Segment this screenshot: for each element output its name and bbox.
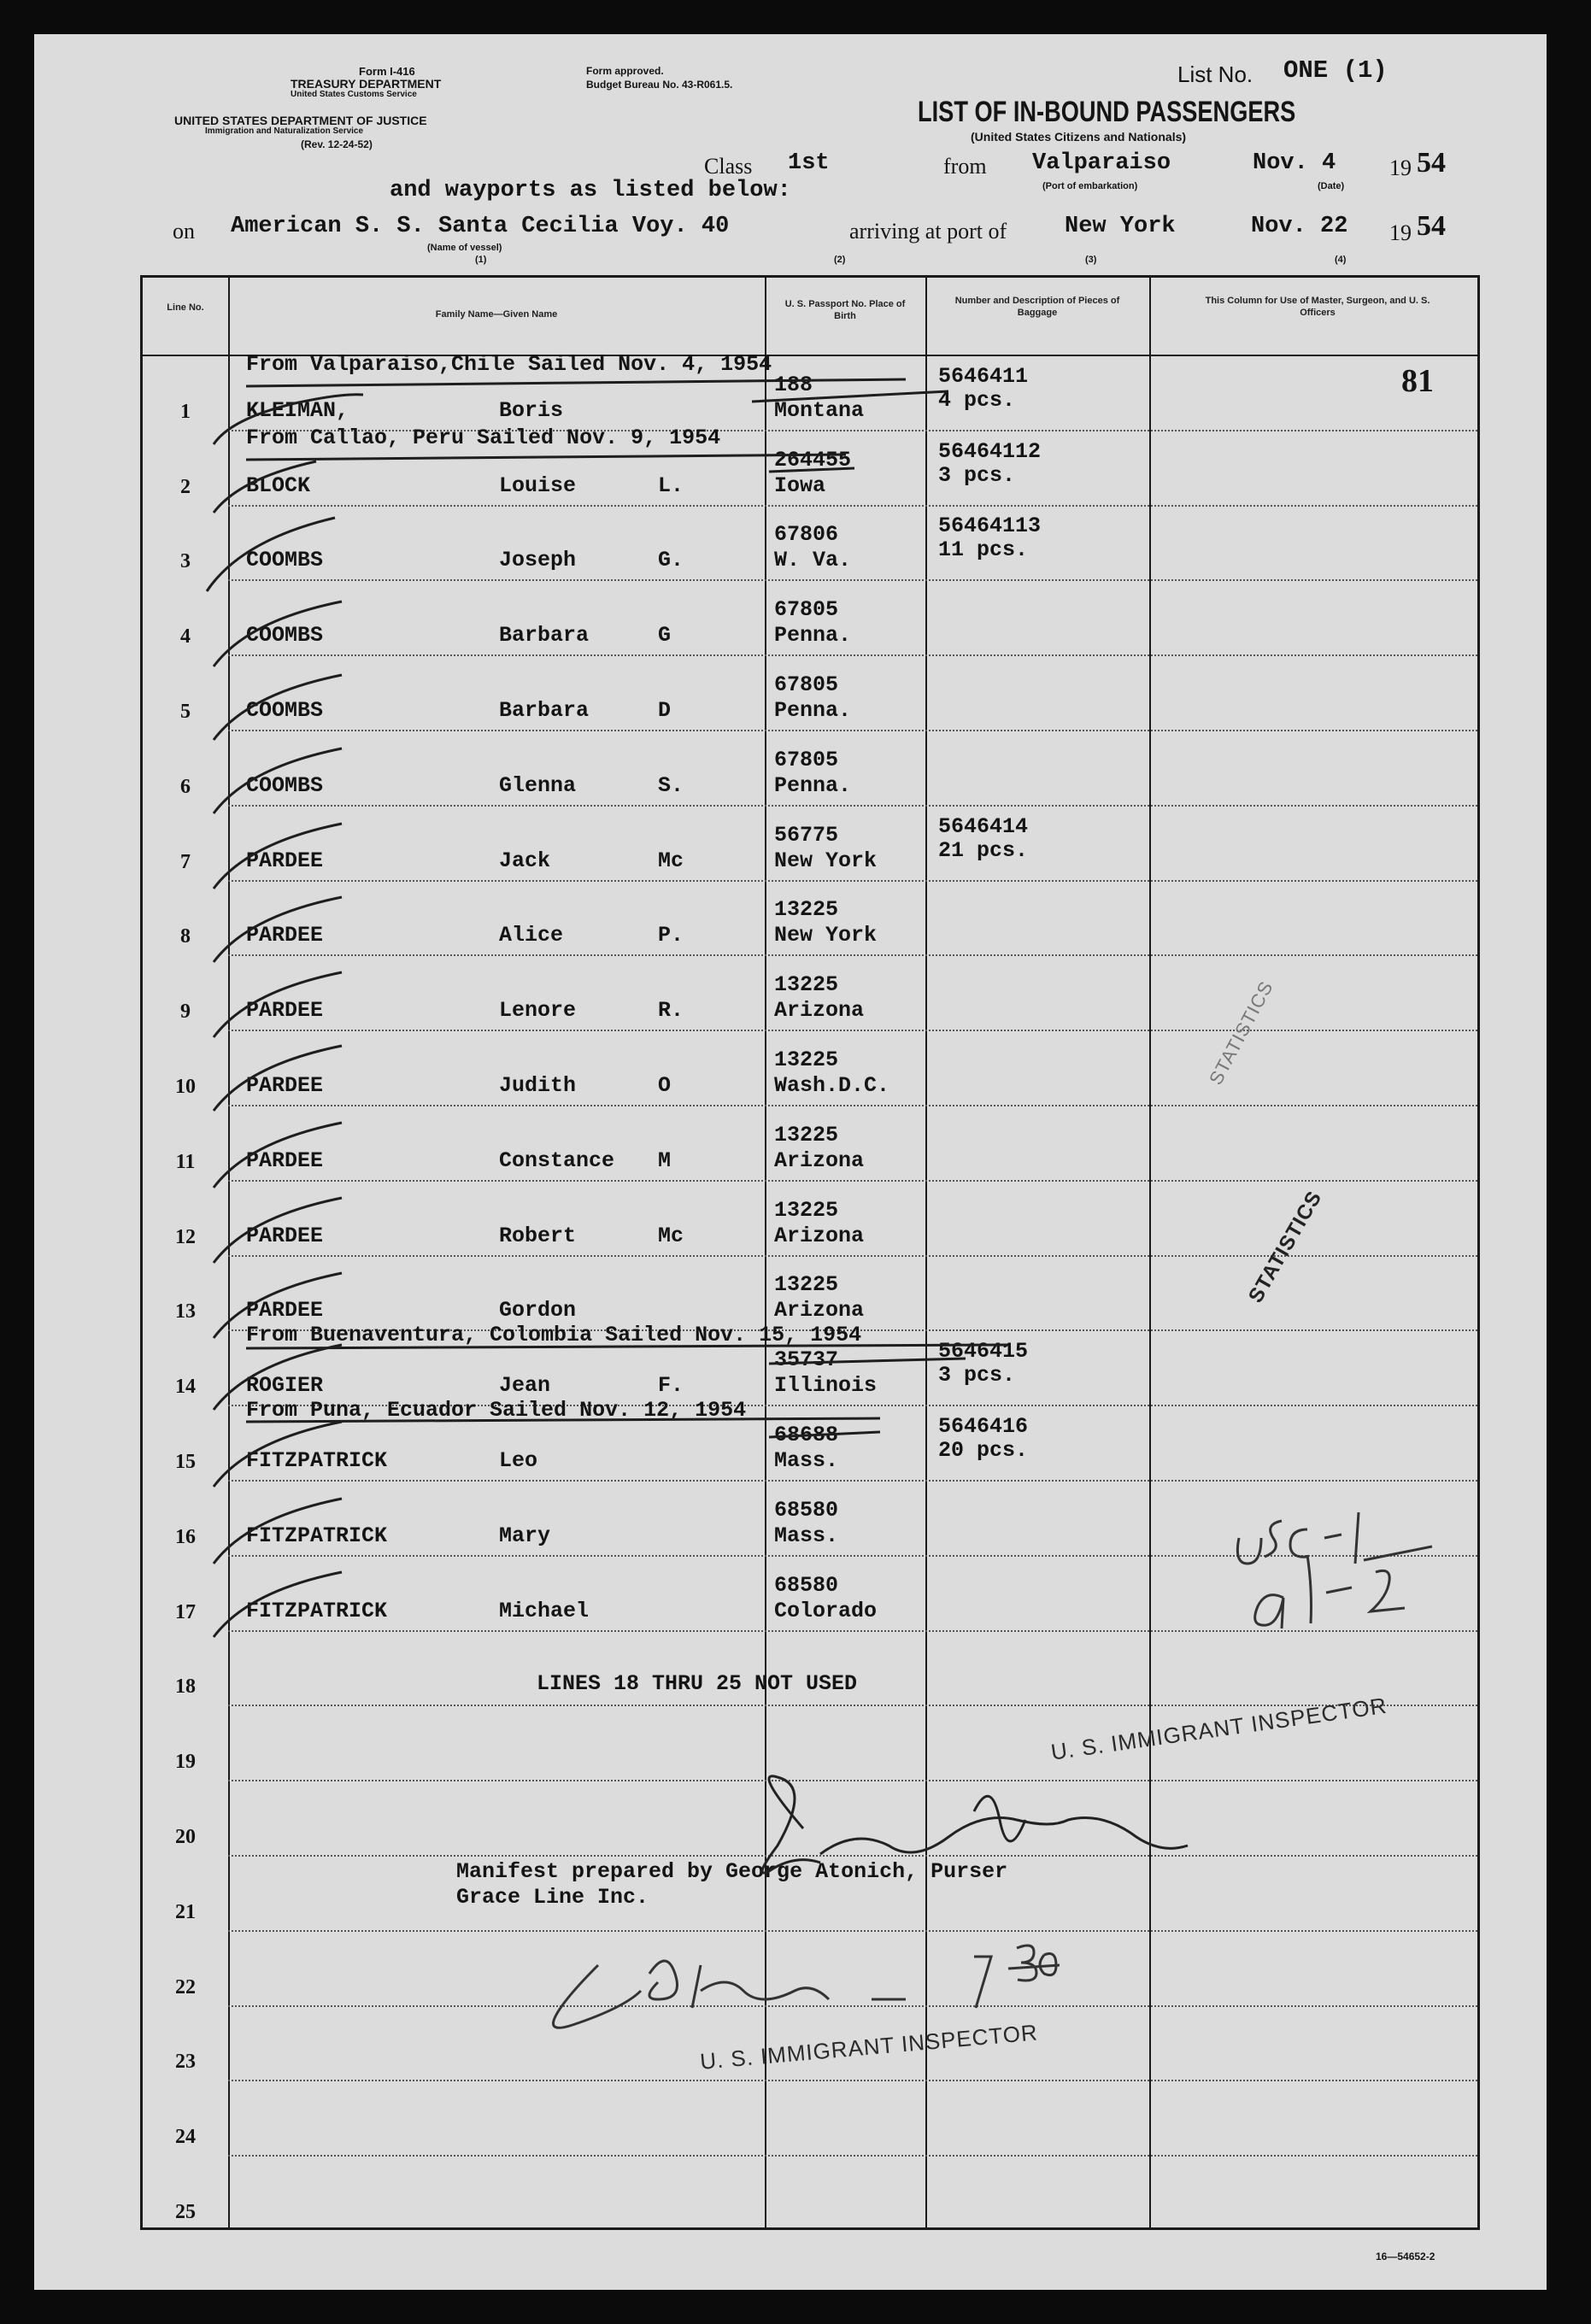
passenger-family-name: COOMBS (246, 772, 324, 798)
year-2: 54 (1417, 210, 1446, 242)
place-of-birth: Mass. (774, 1448, 839, 1473)
baggage-number: 5646411 (938, 363, 1029, 389)
line-number: 24 (175, 2126, 196, 2149)
embarkation-caption: (Port of embarkation) (1042, 181, 1138, 191)
passenger-family-name: PARDEE (246, 848, 324, 873)
baggage-pieces: 11 pcs. (938, 537, 1029, 563)
passport-number: 13225 (774, 1272, 839, 1298)
class-value: 1st (788, 150, 830, 176)
passenger-given-name: Louise (499, 472, 577, 498)
arrival-port: New York (1065, 214, 1176, 239)
passenger-initial: M (658, 1147, 672, 1173)
lines-not-used-note: LINES 18 THRU 25 NOT USED (537, 1671, 858, 1696)
passenger-given-name: Glenna (499, 772, 577, 798)
footer-code: 16—54652-2 (1376, 2251, 1435, 2262)
baggage-number: 5646414 (938, 813, 1029, 839)
justice-department: UNITED STATES DEPARTMENT OF JUSTICE (174, 114, 427, 127)
col-header-line-no: Line No. (167, 302, 204, 313)
passenger-given-name: Lenore (499, 998, 577, 1024)
line-number: 20 (175, 1826, 196, 1848)
budget-bureau: Budget Bureau No. 43-R061.5. (586, 79, 733, 91)
passenger-family-name: ROGIER (246, 1373, 324, 1399)
passenger-initial: O (658, 1073, 672, 1098)
passport-number: 35737 (774, 1347, 839, 1373)
row-divider (228, 1030, 1477, 1031)
passenger-given-name: Boris (499, 397, 564, 423)
form-number: Form I-416 (359, 65, 415, 78)
line-number: 5 (180, 701, 191, 723)
passport-number: 56775 (774, 822, 839, 848)
baggage-number: 56464112 (938, 438, 1042, 464)
form-title: LIST OF IN-BOUND PASSENGERS (918, 96, 1296, 128)
place-of-birth: Wash.D.C. (774, 1073, 890, 1098)
passenger-initial: P. (658, 923, 684, 948)
place-of-birth: Penna. (774, 623, 852, 648)
revision: (Rev. 12-24-52) (301, 138, 373, 150)
row-divider (228, 880, 1477, 882)
caption-1: (1) (475, 255, 487, 265)
passenger-family-name: FITZPATRICK (246, 1523, 388, 1548)
line-number: 13 (175, 1300, 196, 1323)
row-divider (228, 954, 1477, 956)
col-header-baggage: Number and Description of Pieces of Baggage (954, 296, 1120, 318)
place-of-birth: Penna. (774, 698, 852, 723)
place-of-birth: Arizona (774, 1223, 865, 1248)
place-of-birth: Penna. (774, 772, 852, 798)
passenger-family-name: PARDEE (246, 1147, 324, 1173)
place-of-birth: Colorado (774, 1598, 878, 1623)
baggage-pieces: 21 pcs. (938, 837, 1029, 863)
row-divider (228, 805, 1477, 807)
row-divider (228, 730, 1477, 731)
passenger-initial: G. (658, 548, 684, 573)
customs-service: United States Customs Service (291, 90, 417, 99)
form-subtitle: (United States Citizens and Nationals) (971, 130, 1187, 144)
passenger-initial: D (658, 698, 672, 723)
passenger-family-name: COOMBS (246, 623, 324, 648)
line-number: 25 (175, 2201, 196, 2223)
statistics-stamp-2: STATISTICS (1244, 1187, 1327, 1307)
passport-number: 188 (774, 372, 813, 397)
baggage-number: 56464113 (938, 514, 1042, 539)
arriving-label: arriving at port of (849, 219, 1007, 244)
col-header-officers: This Column for Use of Master, Surgeon, and U. S. Officers (1205, 296, 1430, 318)
passenger-given-name: Constance (499, 1147, 615, 1173)
passenger-given-name: Barbara (499, 623, 590, 648)
line-number: 8 (180, 925, 191, 948)
port-of-embarkation: Valparaiso (1032, 150, 1171, 176)
passport-number: 68580 (774, 1572, 839, 1598)
caption-4: (4) (1335, 255, 1347, 265)
row-divider (228, 505, 1477, 507)
sail-date: Nov. 4 (1253, 150, 1336, 176)
passenger-given-name: Robert (499, 1223, 577, 1248)
baggage-pieces: 20 pcs. (938, 1438, 1029, 1463)
line-number: 14 (175, 1376, 196, 1399)
place-of-birth: Mass. (774, 1523, 839, 1548)
section-heading: From Puna, Ecuador Sailed Nov. 12, 1954 (246, 1398, 747, 1423)
from-label: from (943, 154, 987, 179)
passenger-family-name: PARDEE (246, 998, 324, 1024)
line-number: 4 (180, 625, 191, 648)
passenger-initial: R. (658, 998, 684, 1024)
line-number: 17 (175, 1600, 196, 1623)
row-divider (228, 1180, 1477, 1182)
passenger-given-name: Judith (499, 1073, 577, 1098)
place-of-birth: New York (774, 923, 878, 948)
manifest-preparer: Manifest prepared by George Atonich, Purser (456, 1859, 1008, 1884)
line-number: 7 (180, 850, 191, 873)
col-header-name: Family Name—Given Name (435, 309, 558, 320)
line-number: 23 (175, 2051, 196, 2074)
col-header-passport: U. S. Passport No. Place of Birth (784, 299, 906, 321)
line-number: 3 (180, 550, 191, 573)
row-divider (228, 579, 1477, 581)
row-divider (228, 1480, 1477, 1482)
line-number: 2 (180, 475, 191, 498)
place-of-birth: Montana (774, 397, 865, 423)
section-heading: From Valparaiso,Chile Sailed Nov. 4, 1954 (246, 352, 772, 377)
passport-number: 13225 (774, 1048, 839, 1072)
passport-number: 13225 (774, 1122, 839, 1147)
passport-number: 68580 (774, 1497, 839, 1523)
passenger-family-name: PARDEE (246, 1298, 324, 1323)
baggage-number: 5646415 (938, 1339, 1029, 1364)
passport-number: 67805 (774, 747, 839, 772)
place-of-birth: Arizona (774, 1147, 865, 1173)
passenger-given-name: Michael (499, 1598, 590, 1623)
manifest-company: Grace Line Inc. (456, 1885, 649, 1910)
baggage-pieces: 3 pcs. (938, 1363, 1016, 1388)
baggage-pieces: 3 pcs. (938, 462, 1016, 488)
ins-service: Immigration and Naturalization Service (205, 126, 364, 136)
passenger-given-name: Gordon (499, 1298, 577, 1323)
class-label: Class (704, 154, 753, 179)
line-number: 9 (180, 1001, 191, 1024)
line-number: 19 (175, 1751, 196, 1774)
baggage-number: 5646416 (938, 1414, 1029, 1439)
passenger-family-name: BLOCK (246, 472, 311, 498)
passport-number: 67806 (774, 522, 839, 548)
passport-number: 67805 (774, 672, 839, 697)
passenger-family-name: COOMBS (246, 548, 324, 573)
place-of-birth: Iowa (774, 472, 826, 498)
row-divider (228, 1630, 1477, 1632)
passenger-initial: S. (658, 772, 684, 798)
list-no-label: List No. (1177, 62, 1253, 87)
row-divider (228, 2080, 1477, 2081)
passenger-family-name: PARDEE (246, 1223, 324, 1248)
on-label: on (173, 219, 195, 244)
passenger-given-name: Jack (499, 848, 551, 873)
passenger-family-name: KLEIMAN, (246, 397, 349, 423)
passenger-given-name: Joseph (499, 548, 577, 573)
line-number: 10 (175, 1076, 196, 1098)
place-of-birth: Illinois (774, 1373, 878, 1399)
passenger-family-name: COOMBS (246, 698, 324, 723)
line-number: 11 (175, 1150, 196, 1173)
officer-count: 81 (1401, 363, 1434, 399)
place-of-birth: New York (774, 848, 878, 873)
form-approved: Form approved. (586, 65, 664, 77)
section-heading: From Callao, Peru Sailed Nov. 9, 1954 (246, 425, 721, 450)
passport-number: 68688 (774, 1423, 839, 1447)
line-number: 1 (180, 400, 191, 423)
date-caption: (Date) (1318, 181, 1345, 191)
passenger-family-name: FITZPATRICK (246, 1448, 388, 1473)
line-number: 18 (175, 1676, 196, 1699)
arrival-date: Nov. 22 (1251, 214, 1348, 239)
row-divider (228, 2155, 1477, 2157)
wayports-note: and wayports as listed below: (390, 178, 791, 203)
section-heading: From Buenaventura, Colombia Sailed Nov. 15, 1954 (246, 1323, 862, 1347)
year-1: 54 (1417, 147, 1446, 179)
row-divider (228, 654, 1477, 656)
passport-number: 13225 (774, 972, 839, 998)
line-number: 16 (175, 1525, 196, 1548)
list-no-value: ONE (1) (1283, 56, 1388, 85)
caption-3: (3) (1085, 255, 1097, 265)
baggage-pieces: 4 pcs. (938, 387, 1016, 413)
year-prefix-1: 19 (1389, 156, 1412, 180)
passenger-initial: L. (658, 472, 684, 498)
statistics-stamp: STATISTICS (1205, 977, 1277, 1089)
passenger-initial: F. (658, 1373, 684, 1399)
line-number: 12 (175, 1225, 196, 1248)
immigrant-inspector-stamp: U. S. IMMIGRANT INSPECTOR (1049, 1692, 1389, 1765)
passenger-given-name: Leo (499, 1448, 538, 1473)
row-divider (228, 1930, 1477, 1932)
place-of-birth: W. Va. (774, 548, 852, 573)
passenger-family-name: FITZPATRICK (246, 1598, 388, 1623)
passenger-initial: Mc (658, 1223, 684, 1248)
passenger-given-name: Jean (499, 1373, 551, 1399)
row-divider (228, 1105, 1477, 1106)
row-divider (228, 1855, 1477, 1857)
passport-number: 13225 (774, 897, 839, 923)
passenger-initial: Mc (658, 848, 684, 873)
year-prefix-2: 19 (1389, 220, 1412, 245)
line-number: 21 (175, 1900, 196, 1923)
immigrant-inspector-stamp-2: U. S. IMMIGRANT INSPECTOR (699, 2019, 1039, 2075)
passport-number: 13225 (774, 1197, 839, 1223)
passenger-family-name: PARDEE (246, 923, 324, 948)
row-divider (228, 1780, 1477, 1781)
vessel-caption: (Name of vessel) (427, 243, 502, 253)
passenger-family-name: PARDEE (246, 1073, 324, 1098)
passport-number: 264455 (774, 447, 852, 472)
place-of-birth: Arizona (774, 998, 865, 1024)
passenger-given-name: Alice (499, 923, 564, 948)
passenger-given-name: Barbara (499, 698, 590, 723)
caption-2: (2) (834, 255, 846, 265)
line-number: 6 (180, 775, 191, 798)
place-of-birth: Arizona (774, 1298, 865, 1323)
row-divider (228, 1555, 1477, 1557)
line-number: 22 (175, 1975, 196, 1998)
line-number: 15 (175, 1451, 196, 1473)
passenger-initial: G (658, 623, 672, 648)
row-divider (228, 2005, 1477, 2007)
passport-number: 67805 (774, 597, 839, 623)
passenger-given-name: Mary (499, 1523, 551, 1548)
vessel-name: American S. S. Santa Cecilia Voy. 40 (231, 214, 730, 239)
treasury-department: TREASURY DEPARTMENT (291, 77, 442, 91)
